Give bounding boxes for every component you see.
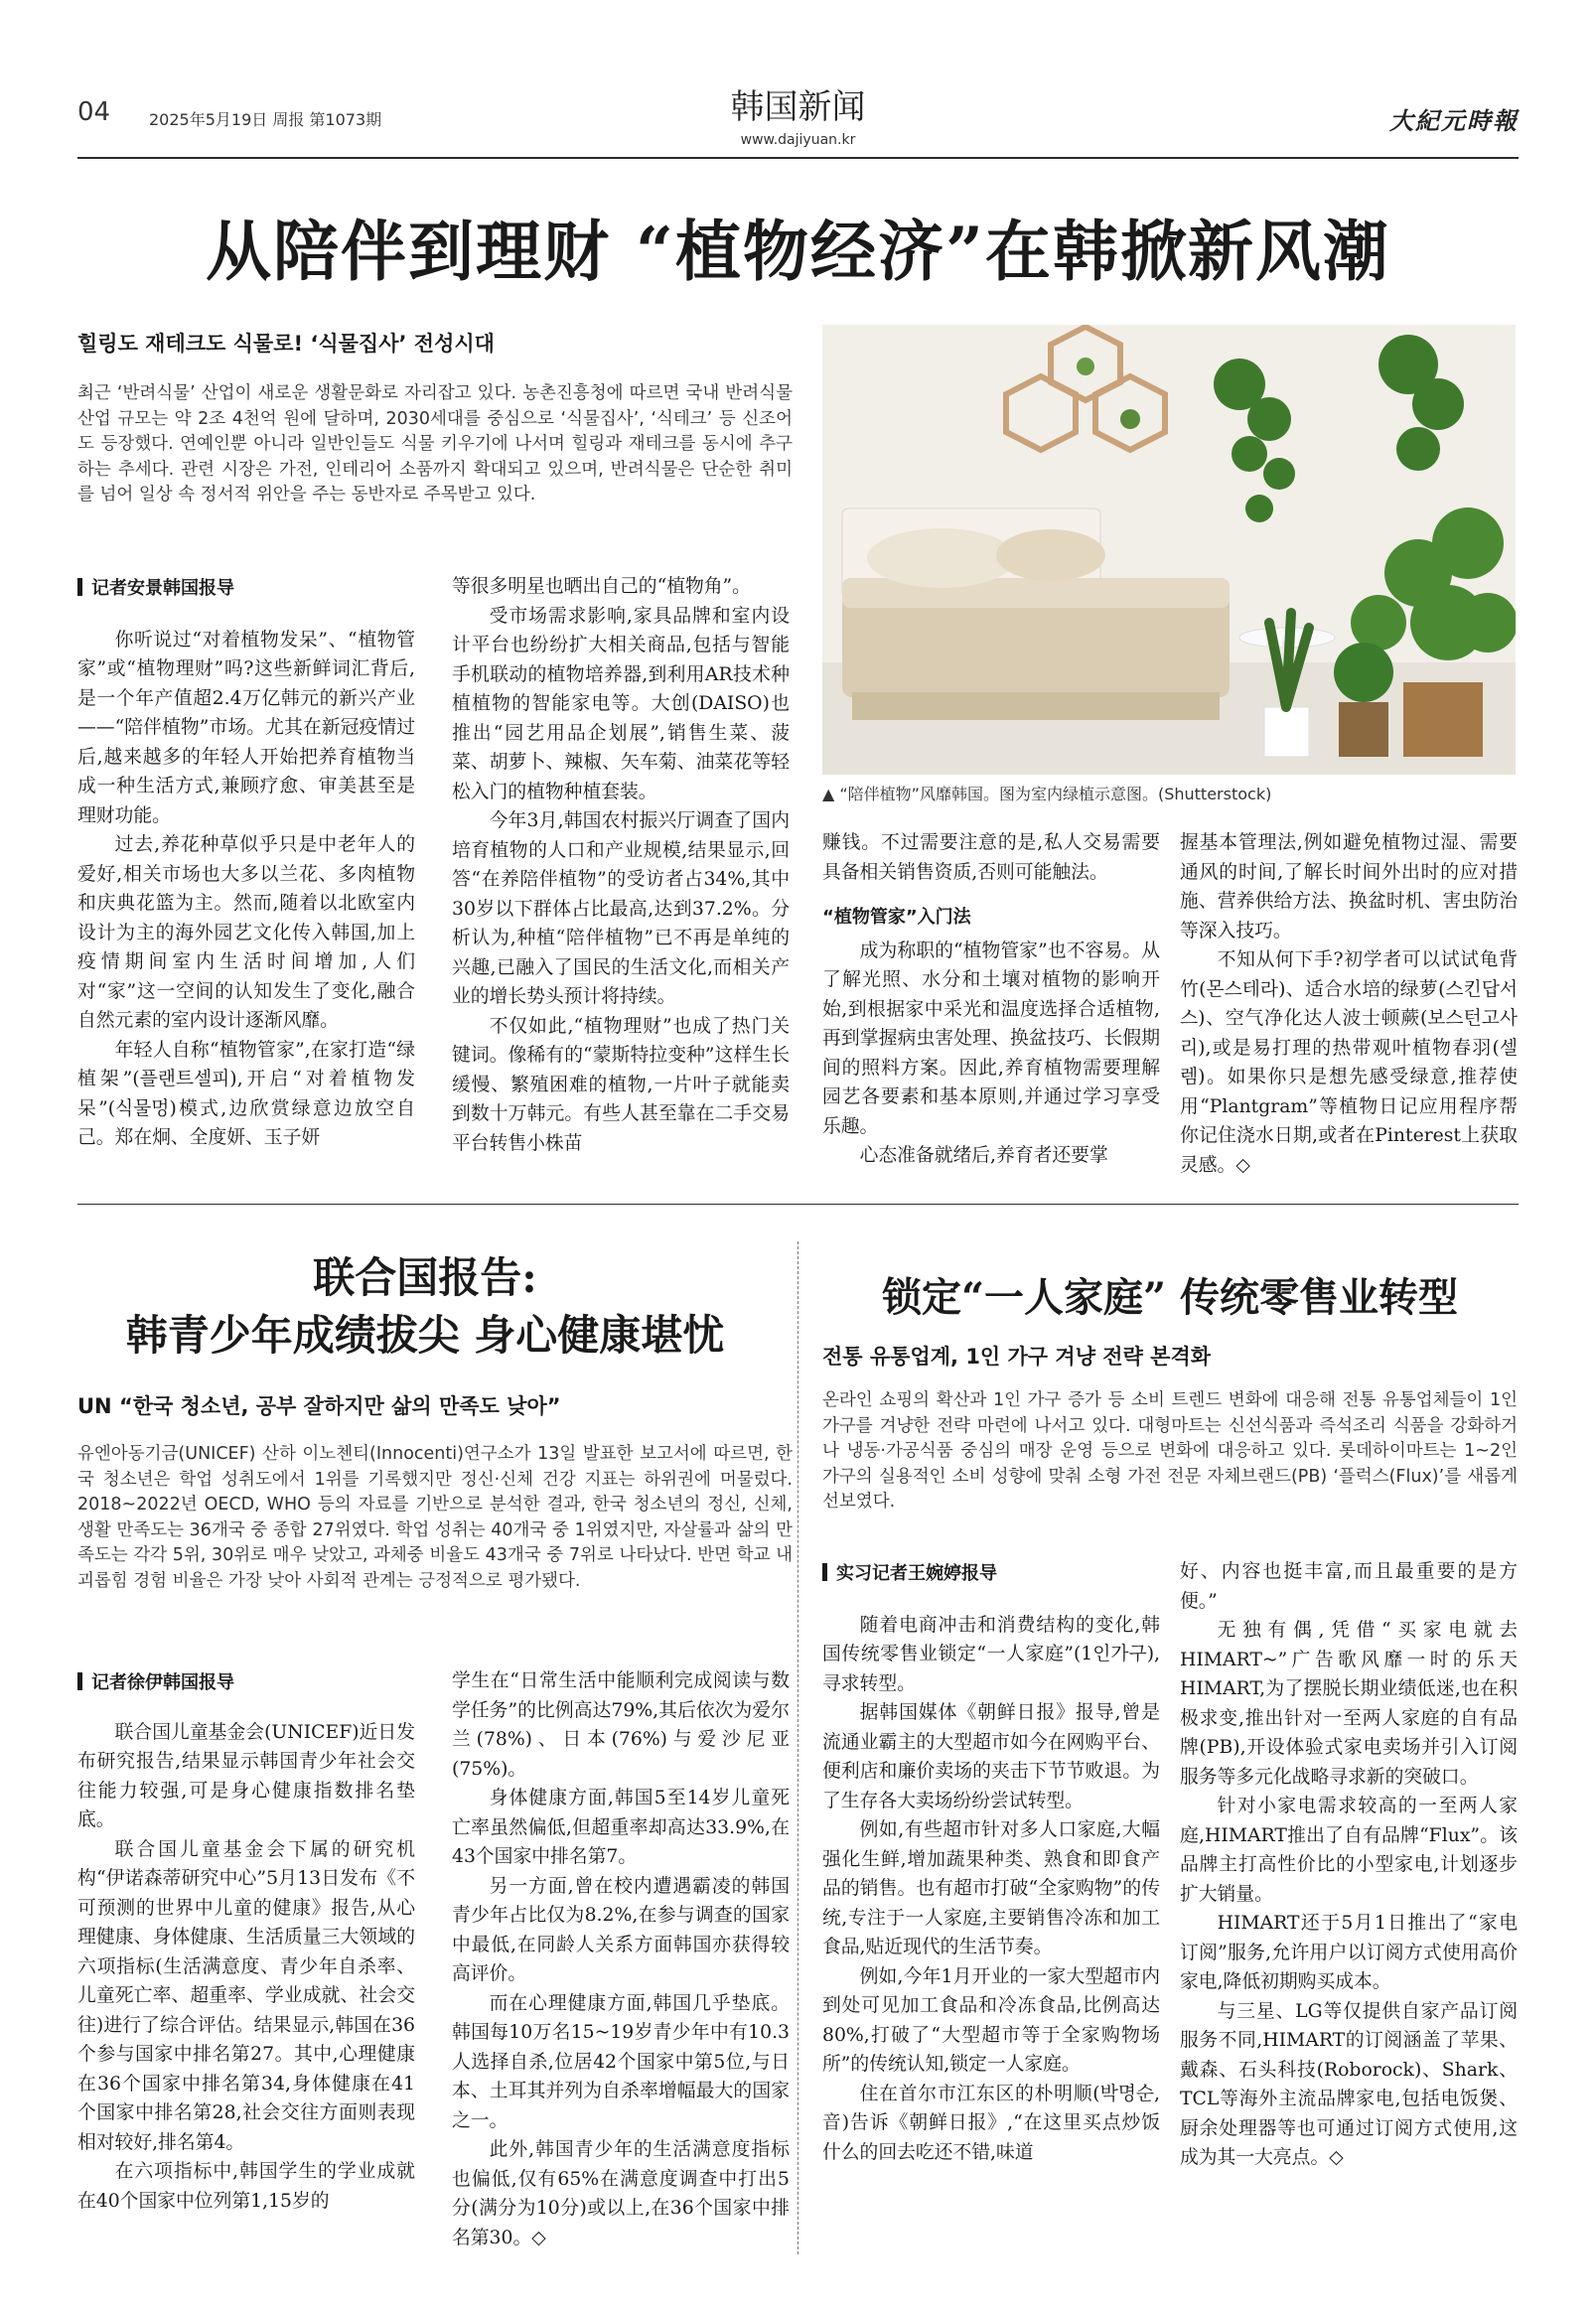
section-title: 韩国新闻: [730, 87, 866, 127]
paragraph: 身体健康方面,韩国5至14岁儿童死亡率虽然偏低,但超重率却高达33.9%,在43个国家中排名第7。: [452, 1788, 790, 1867]
article1-reporter: 记者安景韩国报导: [77, 574, 415, 604]
issue-info: 2025年5月19日 周报 第1073期: [149, 110, 382, 129]
article2-title: [77, 1249, 773, 1365]
paragraph: 针对小家电需求较高的一至两人家庭,HIMART推出了自有品牌“Flux”。该品牌主打高性价比的小型家电,计划逐步扩大销量。: [1180, 1796, 1518, 1905]
article2-title-line-1: 联合国报告:: [313, 1253, 537, 1302]
article3-korean-summary: 온라인 쇼핑의 확산과 1인 가구 증가 등 소비 트렌드 변화에 대응해 전통 유통업체들이 1인 가구를 겨냥한 전략 마련에 나서고 있다. 대형마트는 신선식품과 즉석조리 식품을 강화하거나 냉동·가공식품 중심의 매장 운영 등으로 변화에 대응하고 있다. 롯데하이마트는 1~2인 가구의 실용적인 소비 성향에 맞춰 소형 가전 전문 자체브랜드(PB) ‘플럭스(Flux)’를 새롭게 선보였다.: [822, 1390, 1518, 1512]
bedroom-plants-image: [822, 325, 1516, 775]
paragraph: 在六项指标中,韩国学生的学业成就在40个国家中位列第1,15岁的: [77, 2161, 415, 2212]
article1-korean-summary: 최근 ‘반려식물’ 산업이 새로운 생활문화로 자리잡고 있다. 농촌진흥청에 따르면 국내 반려식물 산업 규모는 약 2조 4천억 원에 달하며, 2030세대를 중심으로 ‘식물집사’, ‘식테크’ 등 신조어도 등장했다. 연예인뿐 아니라 일반인들도 식물 키우기에 나서며 힐링과 재테크를 동시에 추구하는 추세다. 관련 시장은 가전, 인테리어 소품까지 확대되고 있으며, 반려식물은 단순한 취미를 넘어 일상 속 정서적 위안을 주는 동반자로 주목받고 있다.: [77, 383, 793, 505]
article2-korean-summary: 유엔아동기금(UNICEF) 산하 이노첸티(Innocenti)연구소가 13일 발표한 보고서에 따르면, 한국 청소년은 학업 성취도에서 1위를 기록했지만 정신·신체 건강 지표는 하위권에 머물렀다. 2018~2022년 OECD, WHO 등의 자료를 기반으로 분석한 결과, 한국 청소년의 정신, 신체, 생활 만족도는 36개국 중 종합 27위였다. 학업 성취는 40개국 중 1위였지만, 자살률과 삶의 만족도는 각각 5위, 30위로 매우 낮았고, 과체중 비율도 43개국 중 7위로 나타났다. 반면 학교 내 괴롭힘 경험 비율은 가장 낮아 사회적 관계는 긍정적으로 평가됐다.: [77, 1444, 793, 1591]
section-divider: [77, 1204, 1519, 1205]
article1-column-3: [822, 828, 1160, 1171]
article1-title: 从陪伴到理财 “植物经济”在韩掀新风潮: [206, 213, 1390, 290]
paragraph: 另一方面,曾在校内遭遇霸凌的韩国青少年占比仅为8.2%,在参与调查的国家中最低,在同龄人关系方面韩国亦获得较高评价。: [452, 1875, 790, 1984]
paragraph: 随着电商冲击和消费结构的变化,韩国传统零售业锁定“一人家庭”(1인가구),寻求转型。: [822, 1614, 1160, 1694]
article3-column-1: [822, 1559, 1160, 2167]
article3-korean-subtitle: 전통 유통업계, 1인 가구 겨냥 전략 본격화: [822, 1345, 1212, 1369]
paragraph: 你听说过“对着植物发呆”、“植物管家”或“植物理财”吗?这些新鲜词汇背后,是一个年产值超2.4万亿韩元的新兴产业——“陪伴植物”市场。尤其在新冠疫情过后,越来越多的年轻人开始把养育植物当成一种生活方式,兼顾疗愈、审美甚至是理财功能。: [77, 629, 415, 826]
paragraph: 今年3月,韩国农村振兴厅调查了国内培育植物的人口和产业规模,结果显示,回答“在养陪伴植物”的受访者占34%,其中30岁以下群体占比最高,达到37.2%。分析认为,种植“陪伴植物”已不再是单纯的兴趣,已融入了国民的生活文化,而相关产业的增长势头预计将持续。: [452, 810, 790, 1007]
article1-photo: [822, 325, 1516, 775]
site-url: www.dajiyuan.kr: [740, 132, 856, 148]
paragraph: 不仅如此,“植物理财”也成了热门关键词。像稀有的“蒙斯特拉变种”这样生长缓慢、繁殖困难的植物,一片叶子就能卖到数十万韩元。有些人甚至靠在二手交易平台转售小株苗: [452, 1015, 790, 1154]
paragraph: 住在首尔市江东区的朴明顺(박명순,音)告诉《朝鲜日报》,“在这里买点炒饭什么的回去吃还不错,味道: [822, 2083, 1160, 2163]
photo-caption: ▲ “陪伴植物”风靡韩国。图为室内绿植示意图。(Shutterstock): [822, 785, 1272, 803]
paragraph: 心态准备就绪后,养育者还要掌: [859, 1145, 1108, 1166]
article2-reporter: 记者徐伊韩国报导: [77, 1668, 415, 1698]
paragraph: 不知从何下手?初学者可以试试龟背竹(몬스테라)、适合水培的绿萝(스킨답서스)、空气净化达人波士顿蕨(보스턴고사리),或是易打理的热带观叶植物春羽(셀렘)。如果你只是想先感受绿意,推荐使用“Plantgram”等植物日记应用程序帮你记住浇水日期,或者在Pinterest上获取灵感。◇: [1180, 949, 1518, 1176]
article2-column-1: [77, 1668, 415, 2216]
article2-title-line-2: 韩青少年成绩拔尖 身心健康堪忧: [125, 1311, 725, 1360]
article1-column-4: [1180, 828, 1518, 1180]
paragraph: HIMART还于5月1日推出了“家电订阅”服务,允许用户以订阅方式使用高价家电,降低初期购买成本。: [1180, 1913, 1518, 1992]
paragraph: 学生在“日常生活中能顺利完成阅读与数学任务”的比例高达79%,其后依次为爱尔兰(78%)、日本(76%)与爱沙尼亚(75%)。: [452, 1670, 790, 1780]
article3-reporter: 实习记者王婉婷报导: [822, 1559, 1160, 1589]
paragraph: 年轻人自称“植物管家”,在家打造“绿植架”(플랜트셀피),开启“对着植物发呆”(식물멍)模式,边欣赏绿意边放空自己。郑在炯、全度妍、玉子妍: [77, 1039, 415, 1148]
article2-korean-subtitle: UN “한국 청소년, 공부 잘하지만 삶의 만족도 낮아”: [77, 1394, 561, 1418]
paragraph: 无独有偶,凭借“买家电就去HIMART~”广告歌风靡一时的乐天HIMART,为了摆脱长期业绩低迷,也在积极求变,推出针对一至两人家庭的自有品牌(PB),开设体验式家电卖场并引入订阅服务等多元化战略寻求新的突破口。: [1180, 1620, 1518, 1788]
article1-subhead: “植物管家”入门法: [822, 907, 971, 928]
paragraph: 赚钱。不过需要注意的是,私人交易需要具备相关销售资质,否则可能触法。: [822, 832, 1160, 883]
article2-column-2: [452, 1666, 790, 2252]
paragraph: 与三星、LG等仅提供自家产品订阅服务不同,HIMART的订阅涵盖了苹果、戴森、石头科技(Roborock)、Shark、TCL等海外主流品牌家电,包括电饭煲、厨余处理器等也可通过订阅方式使用,这成为其一大亮点。◇: [1180, 2000, 1518, 2168]
paragraph: 据韩国媒体《朝鲜日报》报导,曾是流通业霸主的大型超市如今在网购平台、便利店和廉价卖场的夹击下节节败退。为了生存各大卖场纷纷尝试转型。: [822, 1702, 1160, 1811]
paragraph: 例如,有些超市针对多人口家庭,大幅强化生鲜,增加蔬果种类、熟食和即食产品的销售。也有超市打破“全家购物”的传统,专注于一人家庭,主要销售冷冻和加工食品,贴近现代的生活节奏。: [822, 1819, 1160, 1957]
paragraph: 受市场需求影响,家具品牌和室内设计平台也纷纷扩大相关商品,包括与智能手机联动的植物培养器,到利用AR技术种植植物的智能家电等。大创(DAISO)也推出“园艺用品企划展”,销售生菜、菠菜、胡萝卜、辣椒、矢车菊、油菜花等轻松入门的植物种植套装。: [452, 605, 790, 802]
page-number: 04: [77, 97, 111, 127]
paragraph: 例如,今年1月开业的一家大型超市内到处可见加工食品和冷冻食品,比例高达80%,打破了“大型超市等于全家购物场所”的传统认知,锁定一人家庭。: [822, 1965, 1160, 2075]
paragraph: 此外,韩国青少年的生活满意度指标也偏低,仅有65%在满意度调查中打出5分(满分为10分)或以上,在36个国家中排名第30。◇: [452, 2139, 790, 2248]
article1-column-1: [77, 574, 415, 1153]
paragraph: 联合国儿童基金会下属的研究机构“伊诺森蒂研究中心”5月13日发布《不可预测的世界中儿童的健康》报告,从心理健康、身体健康、生活质量三大领域的六项指标(生活满意度、青少年自杀率、儿童死亡率、超重率、学业成就、社会交往)进行了综合评估。结果显示,韩国在36个参与国家中排名第27。其中,心理健康在36个国家中排名第34,身体健康在41个国家中排名第28,社会交往方面则表现相对较好,排名第4。: [77, 1838, 415, 2153]
paragraph: 成为称职的“植物管家”也不容易。从了解光照、水分和土壤对植物的影响开始,到根据家中采光和温度选择合适植物,再到掌握病虫害处理、换盆技巧、长假期间的照料方案。因此,养育植物需要理解园艺各要素和基本原则,并通过学习享受乐趣。: [822, 939, 1160, 1137]
header-rule: [77, 157, 1519, 159]
paragraph: 好、内容也挺丰富,而且最重要的是方便。”: [1180, 1561, 1518, 1612]
paragraph: 而在心理健康方面,韩国几乎垫底。韩国每10万名15~19岁青少年中有10.3人选择自杀,位居42个国家中第5位,与日本、土耳其并列为自杀率增幅最大的国家之一。: [452, 1992, 790, 2131]
article3-title: 锁定“一人家庭” 传统零售业转型: [882, 1274, 1458, 1321]
newspaper-logo: 大紀元時報: [1389, 106, 1519, 135]
article1-korean-subtitle: 힐링도 재테크도 식물로! ‘식물집사’ 전성시대: [77, 332, 495, 356]
paragraph: 握基本管理法,例如避免植物过湿、需要通风的时间,了解长时间外出时的应对措施、营养供给方法、换盆时机、害虫防治等深入技巧。: [1180, 832, 1518, 941]
article1-column-2: [452, 572, 790, 1158]
article3-column-2: [1180, 1557, 1518, 2173]
paragraph: 联合国儿童基金会(UNICEF)近日发布研究报告,结果显示韩国青少年社会交往能力较强,可是身心健康指数排名垫底。: [77, 1721, 415, 1830]
paragraph: 过去,养花种草似乎只是中老年人的爱好,相关市场也大多以兰花、多肉植物和庆典花篮为主。然而,随着以北欧室内设计为主的海外园艺文化传入韩国,加上疫情期间室内生活时间增加,人们对“家”这一空间的认知发生了变化,融合自然元素的室内设计逐渐风靡。: [77, 834, 415, 1031]
paragraph: 等很多明星也晒出自己的“植物角”。: [452, 576, 751, 597]
